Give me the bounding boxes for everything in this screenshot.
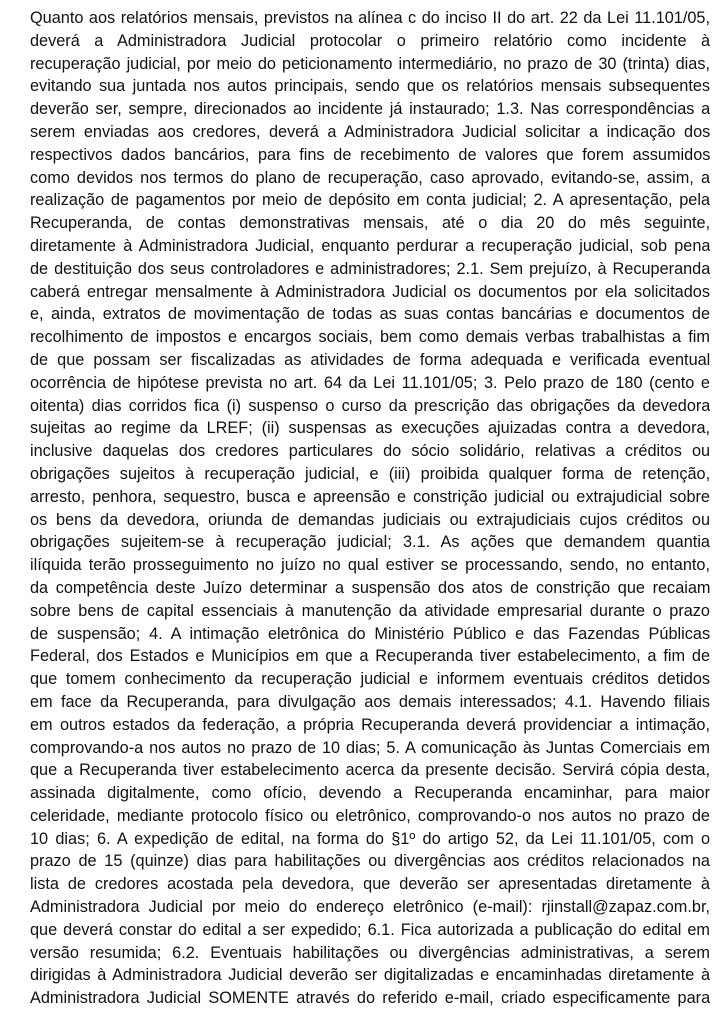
text-line: que deverá constar do edital a ser expedido; 6.1. Fica autorizada a publicação do edital em <box>30 920 710 939</box>
text-line: deverá a Administradora Judicial protocolar o primeiro relatório como incidente à <box>30 31 710 50</box>
text-line: caberá entregar mensalmente à Administradora Judicial os documentos por ela solicitados <box>30 282 710 301</box>
text-line: Recuperanda, de contas demonstrativas mensais, até o dia 20 do mês seguinte, <box>30 214 710 233</box>
text-line: lista de credores acostada pela devedora, que deverão ser apresentadas diretamente à <box>30 875 710 894</box>
document-body-text <box>30 7 710 1010</box>
text-line: Quanto aos relatórios mensais, previstos na alínea c do inciso II do art. 22 da Lei 11.101/05, <box>30 9 710 27</box>
text-line: recuperação judicial, por meio do peticionamento intermediário, no prazo de 30 (trinta) dias, <box>30 54 710 73</box>
text-line: 10 dias; 6. A expedição de edital, na forma do §1º do artigo 52, da Lei 11.101/05, com o <box>30 829 710 848</box>
text-line: diretamente à Administradora Judicial, enquanto perdurar a recuperação judicial, sob pena <box>30 236 710 255</box>
text-line: assinada digitalmente, como ofício, devendo a Recuperanda encaminhar, para maior <box>30 784 710 803</box>
text-line: sujeitas ao regime da LREF; (ii) suspensas as execuções ajuizadas contra a devedora, <box>30 419 710 438</box>
text-line: os bens da devedora, oriunda de demandas judiciais ou extrajudiciais cujos créditos ou <box>30 510 710 529</box>
text-line: celeridade, mediante protocolo físico ou eletrônico, comprovando-o nos autos no prazo de <box>30 806 710 825</box>
text-line: prazo de 15 (quinze) dias para habilitações ou divergências aos créditos relacionados na <box>30 852 710 871</box>
text-line: serem enviadas aos credores, deverá a Administradora Judicial solicitar a indicação dos <box>30 122 710 141</box>
text-line: oitenta) dias corridos fica (i) suspenso o curso da prescrição das obrigações da devedora <box>30 396 710 415</box>
text-line: em outros estados da federação, a própria Recuperanda deverá providenciar a intimação, <box>30 715 710 734</box>
text-line: Administradora Judicial por meio do endereço eletrônico (e-mail): rjinstall@zapaz.com.br, <box>30 898 710 917</box>
text-line: Federal, dos Estados e Municípios em que a Recuperanda tiver estabelecimento, a fim de <box>30 647 710 666</box>
text-line: ocorrência de hipótese prevista no art. 64 da Lei 11.101/05; 3. Pelo prazo de 180 (cento e <box>30 373 710 392</box>
text-line: deverão ser, sempre, direcionados ao incidente já instaurado; 1.3. Nas correspondências a <box>30 100 710 119</box>
text-line: inclusive daquelas dos credores particulares do sócio solidário, relativas a créditos ou <box>30 442 710 461</box>
text-line: realização de pagamentos por meio de depósito em conta judicial; 2. A apresentação, pela <box>30 191 710 210</box>
text-line: que a Recuperanda tiver estabelecimento acerca da presente decisão. Servirá cópia desta, <box>30 761 710 780</box>
text-line: Administradora Judicial SOMENTE através do referido e-mail, criado especificamente para <box>30 989 710 1008</box>
text-line: arresto, penhora, sequestro, busca e apreensão e constrição judicial ou extrajudicial sobre <box>30 487 710 506</box>
text-line: como devidos nos termos do plano de recuperação, caso aprovado, evitando-se, assim, a <box>30 168 710 187</box>
text-line: de suspensão; 4. A intimação eletrônica do Ministério Público e das Fazendas Públicas <box>30 624 710 643</box>
text-line: ilíquida terão prosseguimento no juízo no qual estiver se processando, sendo, no entanto, <box>30 556 710 575</box>
text-line: e, ainda, extratos de movimentação de todas as suas contas bancárias e documentos de <box>30 305 710 324</box>
text-line: em face da Recuperanda, para divulgação aos demais interessados; 4.1. Havendo filiais <box>30 692 710 711</box>
text-line: de destituição dos seus controladores e administradores; 2.1. Sem prejuízo, à Recuperanda <box>30 259 710 278</box>
text-line: comprovando-a nos autos no prazo de 10 dias; 5. A comunicação às Juntas Comerciais em <box>30 738 710 757</box>
text-line: obrigações sujeitem-se à recuperação judicial; 3.1. As ações que demandem quantia <box>30 533 710 552</box>
text-line: da competência deste Juízo determinar a suspensão dos atos de constrição que recaiam <box>30 578 710 597</box>
text-line: versão resumida; 6.2. Eventuais habilitações ou divergências administrativas, a serem <box>30 943 710 962</box>
text-line: que tomem conhecimento da recuperação judicial e informem eventuais créditos detidos <box>30 670 710 689</box>
text-line: evitando sua juntada nos autos principais, sendo que os relatórios mensais subsequentes <box>30 77 710 96</box>
text-line: de que possam ser fiscalizadas as atividades de forma adequada e verificada eventual <box>30 350 710 369</box>
text-line: sobre bens de capital essenciais à manutenção da atividade empresarial durante o prazo <box>30 601 710 620</box>
text-line: obrigações sujeitos à recuperação judicial, e (iii) proibida qualquer forma de retenção, <box>30 464 710 483</box>
text-line: respectivos dados bancários, para fins de recebimento de valores que forem assumidos <box>30 145 710 164</box>
text-line: dirigidas à Administradora Judicial deverão ser digitalizadas e encaminhadas diretamente à <box>30 966 710 985</box>
text-line: recolhimento de impostos e encargos sociais, bem como demais verbas trabalhistas a fim <box>30 328 710 347</box>
